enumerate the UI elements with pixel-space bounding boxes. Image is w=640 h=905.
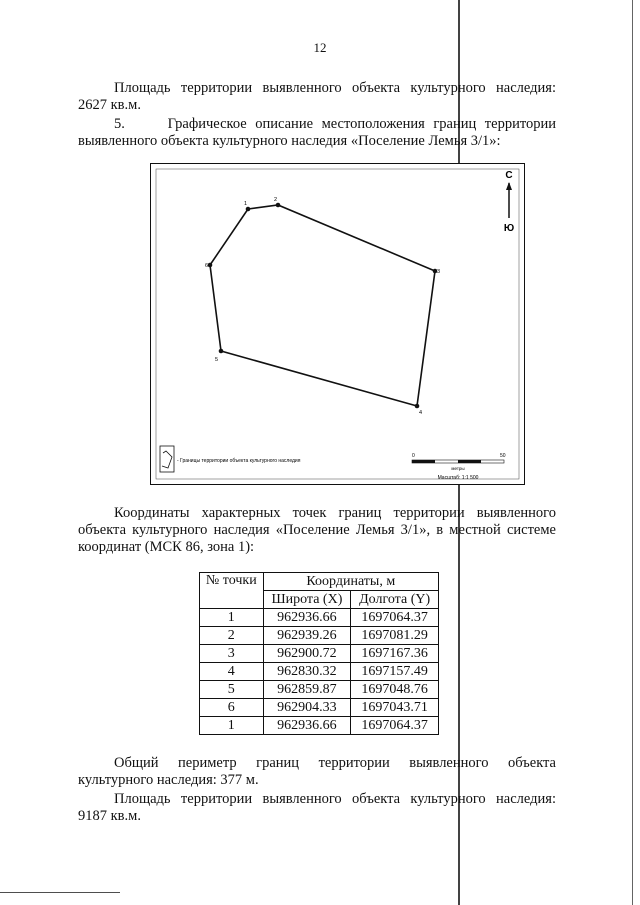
- perimeter-line2: культурного наследия: 377 м.: [78, 772, 259, 788]
- cell-y: 1697157.49: [351, 663, 439, 681]
- cell-x: 962939.26: [263, 627, 351, 645]
- table-row: [200, 699, 439, 717]
- scan-artifact-line: [632, 0, 633, 905]
- table-row: [200, 663, 439, 681]
- header-lon: Долгота (Y): [351, 591, 439, 609]
- area-paragraph-2: [78, 791, 556, 825]
- table-row: [200, 645, 439, 663]
- header-coords: Координаты, м: [263, 573, 438, 591]
- point-label-3: 3: [437, 269, 441, 275]
- boundary-point-5: [219, 349, 224, 354]
- perimeter-paragraph: [78, 755, 556, 789]
- scale-bar-segment: [412, 460, 435, 463]
- boundary-point-1: [246, 207, 251, 212]
- cell-point: 5: [200, 681, 264, 699]
- scale-bar-segment: [458, 460, 481, 463]
- coords-intro-line3: координат (МСК 86, зона 1):: [78, 539, 255, 555]
- scan-artifact-line: [0, 892, 120, 893]
- area2-line2: 9187 кв.м.: [78, 808, 141, 824]
- cell-y: 1697048.76: [351, 681, 439, 699]
- perimeter-line1: Общий периметр границ территории выявленного объекта: [114, 755, 556, 771]
- table-header-row: [200, 573, 439, 591]
- cell-point: 3: [200, 645, 264, 663]
- scale-max: 50: [500, 453, 506, 459]
- cell-point: 4: [200, 663, 264, 681]
- area1-line2: 2627 кв.м.: [78, 97, 141, 113]
- boundary-map: [150, 163, 525, 485]
- cell-y: 1697081.29: [351, 627, 439, 645]
- coordinates-table: [199, 572, 439, 735]
- cell-point: 1: [200, 609, 264, 627]
- scale-unit: метры: [451, 466, 465, 471]
- area1-line1: Площадь территории выявленного объекта культурного наследия:: [114, 80, 556, 96]
- cell-x: 962900.72: [263, 645, 351, 663]
- cell-x: 962830.32: [263, 663, 351, 681]
- scale-text: Масштаб: 1:1 500: [437, 475, 479, 481]
- boundary-point-4: [415, 404, 420, 409]
- area2-line1: Площадь территории выявленного объекта культурного наследия:: [114, 791, 556, 807]
- coords-intro-line2: объекта культурного наследия «Поселение Лемья 3/1», в местной системе: [78, 522, 556, 538]
- table-row: [200, 627, 439, 645]
- cell-y: 1697064.37: [351, 609, 439, 627]
- item5-line1: 5. Графическое описание местоположения границ территории: [114, 116, 556, 132]
- scale-zero: 0: [412, 453, 415, 459]
- cell-y: 1697064.37: [351, 717, 439, 735]
- area-paragraph-1: [78, 80, 556, 114]
- table-row: [200, 681, 439, 699]
- cell-y: 1697167.36: [351, 645, 439, 663]
- coords-intro-paragraph: [78, 505, 556, 556]
- header-lat: Широта (X): [263, 591, 351, 609]
- point-label-5: 5: [215, 357, 219, 363]
- north-label: С: [505, 170, 513, 181]
- boundary-point-2: [276, 203, 281, 208]
- cell-y: 1697043.71: [351, 699, 439, 717]
- point-label-2: 2: [274, 197, 278, 203]
- cell-point: 2: [200, 627, 264, 645]
- cell-point: 1: [200, 717, 264, 735]
- header-point: № точки: [200, 573, 264, 609]
- point-label-6: 6: [205, 263, 209, 269]
- cell-x: 962904.33: [263, 699, 351, 717]
- item5-line2: выявленного объекта культурного наследия «Поселение Лемья 3/1»:: [78, 133, 501, 149]
- coords-intro-line1: Координаты характерных точек границ территории выявленного: [114, 505, 556, 521]
- cell-x: 962936.66: [263, 609, 351, 627]
- map-frame: [151, 164, 525, 485]
- south-label: Ю: [503, 223, 515, 234]
- table-row: [200, 609, 439, 627]
- point-label-4: 4: [419, 410, 423, 416]
- item5-paragraph: [78, 116, 556, 150]
- point-label-1: 1: [244, 201, 248, 207]
- legend-text: - Границы территории объекта культурного наследия: [177, 458, 301, 464]
- boundary-point-6: [208, 263, 213, 268]
- table-row: [200, 717, 439, 735]
- cell-x: 962859.87: [263, 681, 351, 699]
- cell-point: 6: [200, 699, 264, 717]
- cell-x: 962936.66: [263, 717, 351, 735]
- page-number: 12: [313, 40, 327, 55]
